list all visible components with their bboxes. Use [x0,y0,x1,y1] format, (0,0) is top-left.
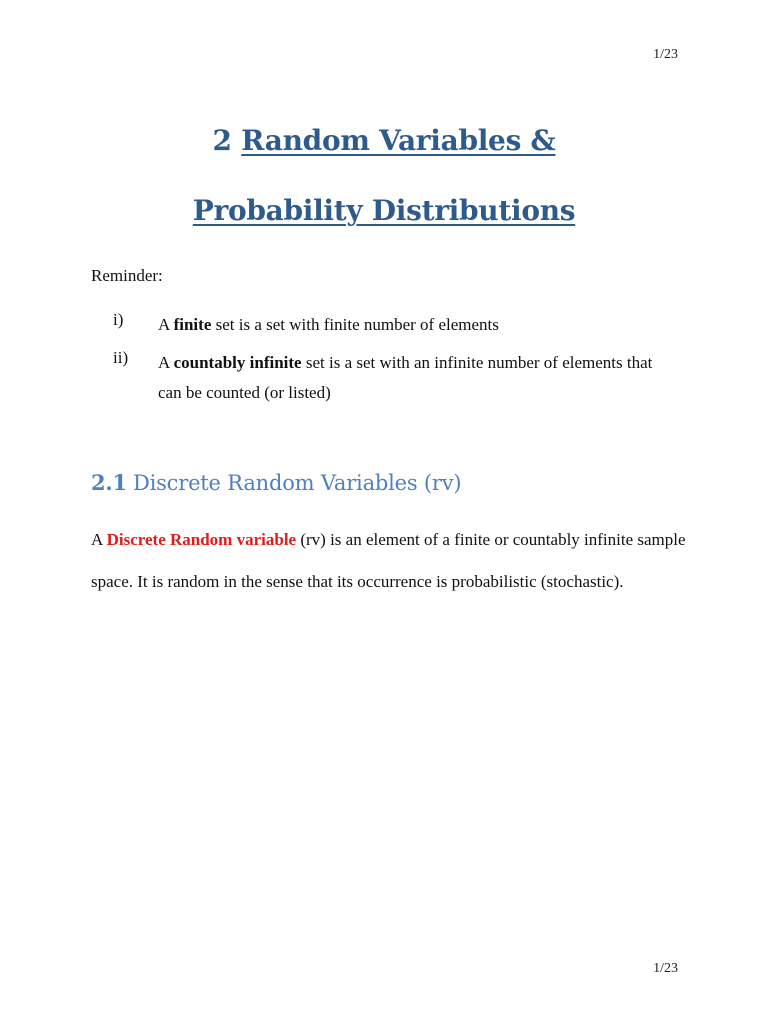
chapter-title-line-1 [0,124,768,157]
chapter-number: 2 [212,124,232,157]
chapter-title-line-2 [0,194,768,227]
paragraph-prefix: A [91,530,107,549]
list-item-text [158,348,658,408]
section-heading [91,470,461,495]
item-prefix: A [158,315,174,334]
page-number-top: 1/23 [653,47,678,62]
definition-paragraph [91,519,691,603]
reminder-label: Reminder: [91,266,163,285]
list-marker: i) [113,310,124,329]
list-item-text [158,310,658,340]
item-rest: set is a set with an infinite number of elements that can be counted (or listed) [158,353,653,402]
chapter-title-text-1: Random Variables & [241,124,556,157]
list-marker: ii) [113,348,129,367]
item-prefix: A [158,353,174,372]
page-number-bottom: 1/23 [653,961,678,976]
item-term: countably infinite [173,353,302,372]
item-term: finite [173,315,212,334]
highlighted-term: Discrete Random variable [106,530,297,549]
item-rest: set is a set with finite number of elements [211,315,499,334]
section-title: Discrete Random Variables (rv) [132,471,462,495]
chapter-title-text-2: Probability Distributions [192,194,576,227]
section-number: 2.1 [91,470,127,495]
paragraph-rest: (rv) is an element of a finite or countably infinite sample space. It is random in the sense that its occurrence is probabilistic (stochastic). [91,530,686,591]
